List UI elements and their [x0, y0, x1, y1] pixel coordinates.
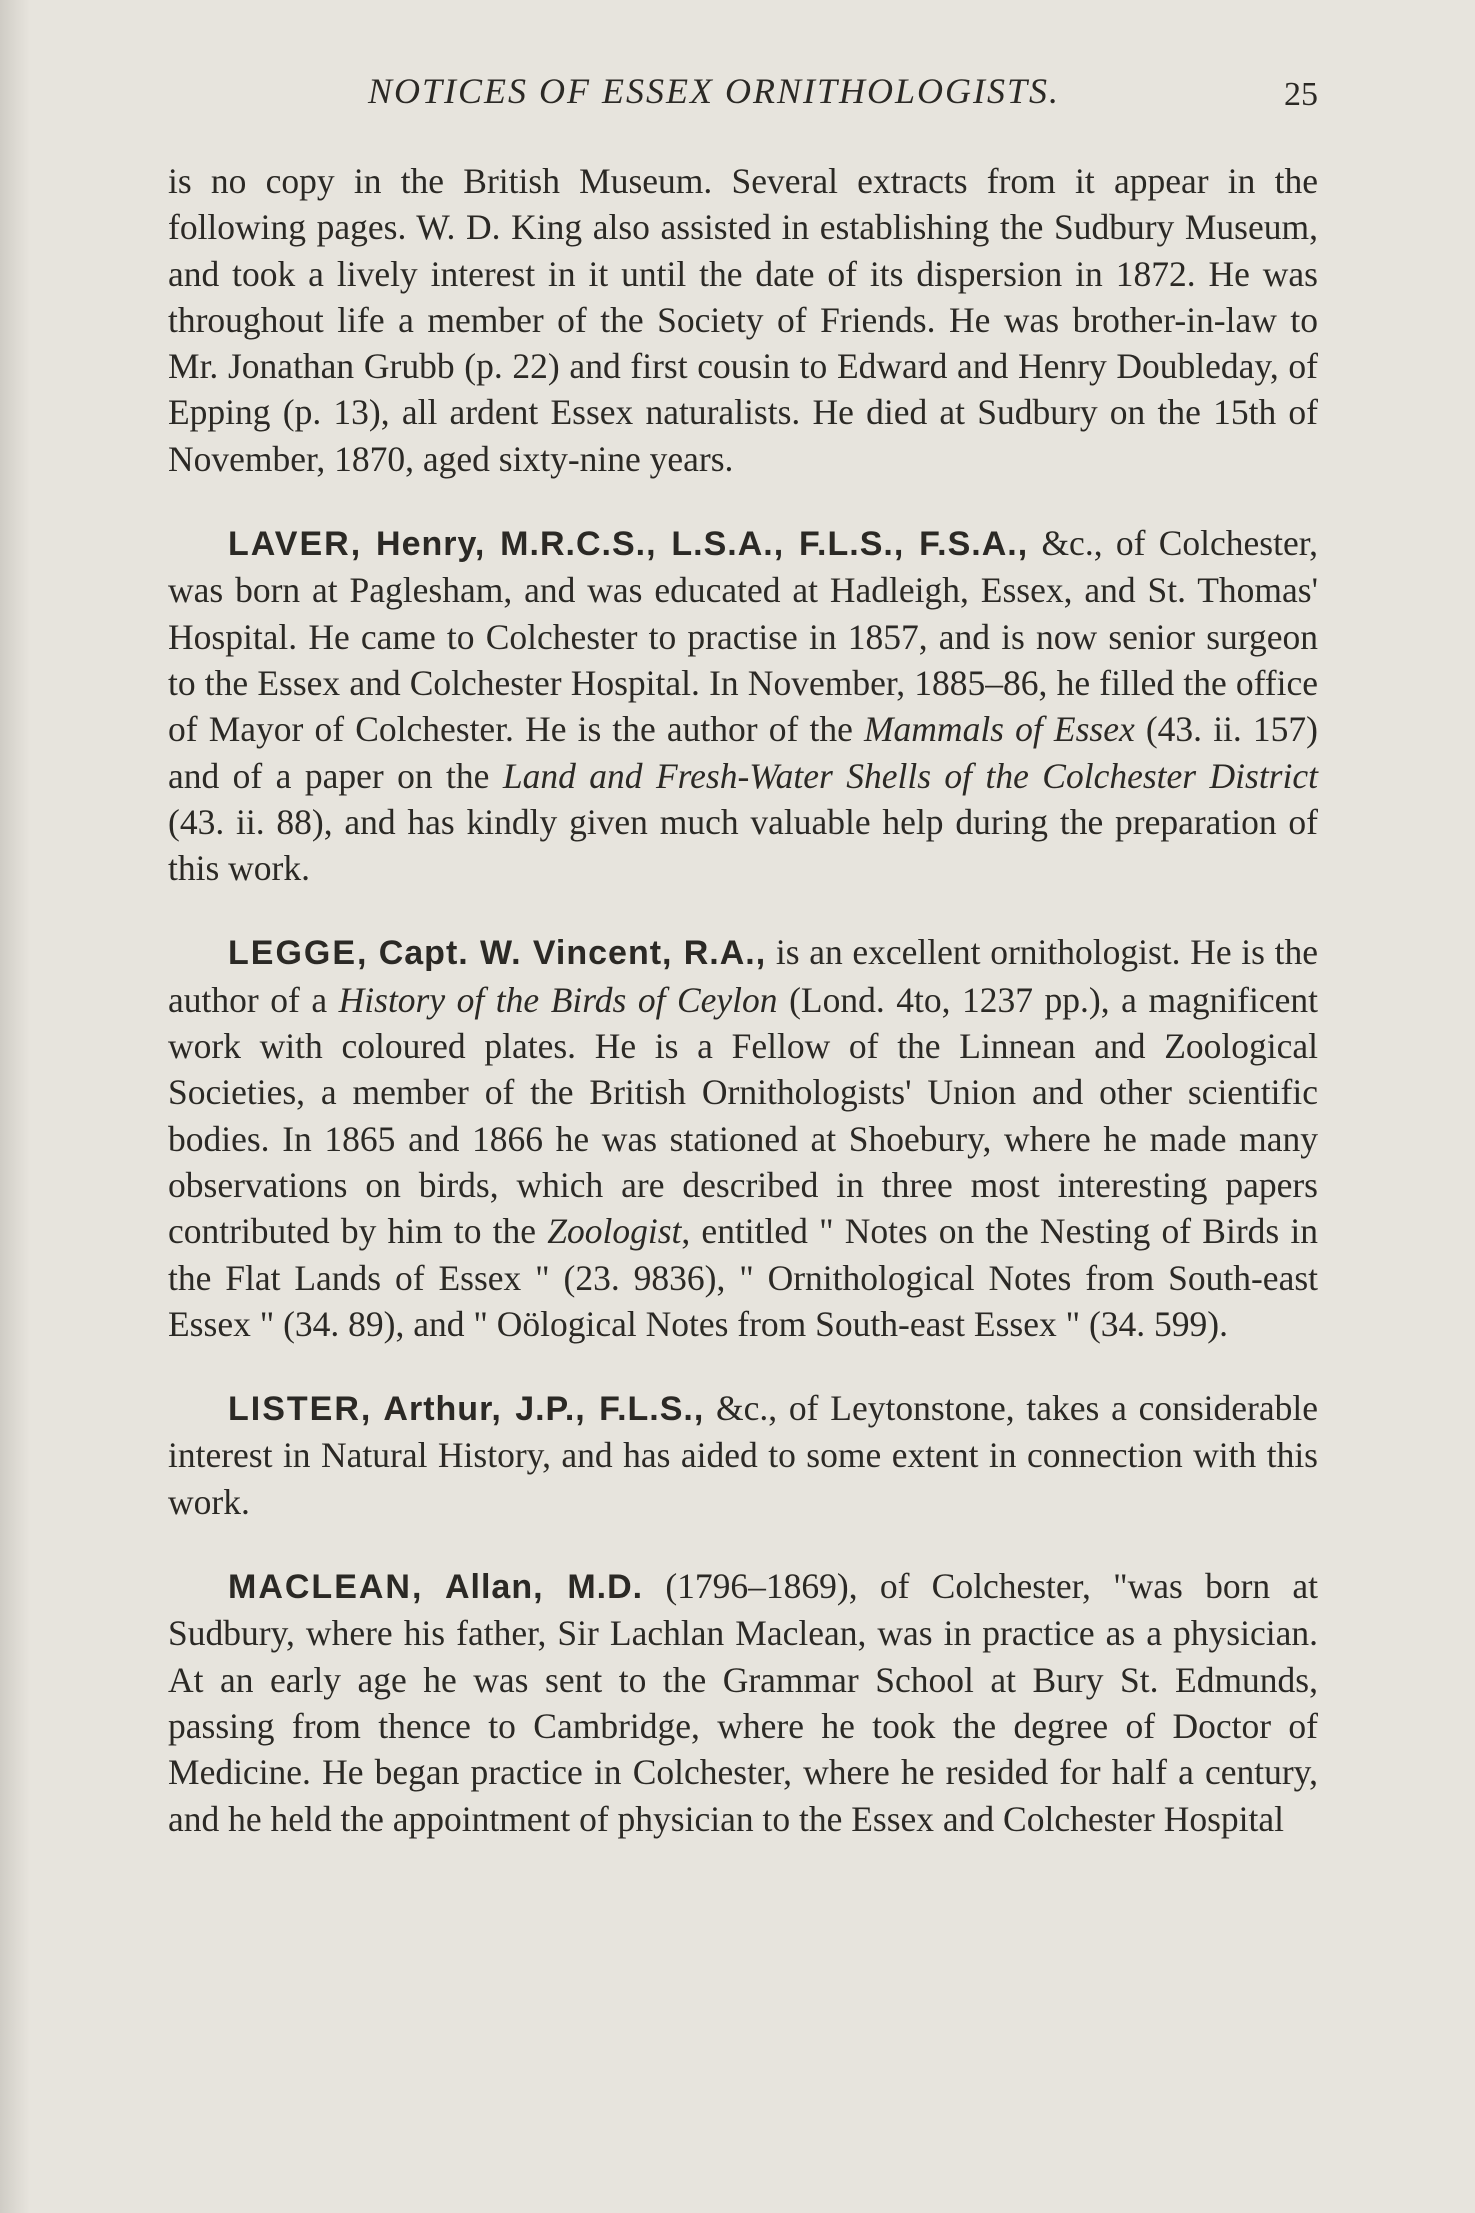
work-title: Land and Fresh-Water Shells of the Colchester District — [502, 755, 1318, 796]
entry-text: , entitled " Notes on the Nesting of Birds in the Flat Lands of Essex " (23. 9836), " Ornithological Notes from South-east Essex " (34. 89), and " Oölogical Notes from South-east Essex " (34. 599). — [168, 1211, 1318, 1344]
work-title: Zoologist — [547, 1211, 682, 1252]
work-title: History of the Birds of Ceylon — [338, 979, 778, 1020]
entry-name-rest: , Allan, M.D. — [411, 1568, 644, 1607]
entry-text: &c., of Leytonstone, takes a considerable interest in Natural History, and has aided to some extent in connection with this work. — [168, 1388, 1318, 1522]
entry-surname: LAVER — [228, 525, 351, 564]
entry-text: (43. ii. 88), and has kindly given much valuable help during the preparation of this work. — [168, 801, 1318, 889]
entry-laver — [168, 520, 1318, 891]
work-title: Mammals of Essex — [863, 709, 1135, 750]
entry-name-rest: , Arthur, J.P., F.L.S., — [360, 1390, 705, 1429]
entry-surname: MACLEAN — [228, 1568, 412, 1607]
entry-maclean — [168, 1563, 1318, 1842]
body-text — [168, 158, 1318, 1842]
running-title: NOTICES OF ESSEX ORNITHOLOGISTS. — [368, 71, 1061, 111]
binding-shadow — [0, 0, 30, 2213]
entry-text: (Lond. 4to, 1237 pp.), a magnificent work with coloured plates. He is a Fellow of the Linnean and Zoological Societies, a member of the British Ornithologists' Union and other scientific bodies. In 1865 and 1866 he was stationed at Shoebury, where he made many observations on birds, which are described in three most interesting papers contributed by him to the — [168, 979, 1318, 1252]
entry-text: is an excellent ornithologist. He is the author of a — [168, 932, 1318, 1020]
entry-text: (43. ii. 157) and of a paper on the — [168, 709, 1319, 796]
page-number: 25 — [1284, 76, 1318, 113]
paragraph-text: is no copy in the British Museum. Several extracts from it appear in the following pages. W. D. King also assisted in establishing the Sudbury Museum, and took a lively interest in it until the date of its dispersion in 1872. He was throughout life a member of the Society of Friends. He was brother-in-law to Mr. Jonathan Grubb (p. 22) and first cousin to Edward and Henry Doubleday, of Epping (p. 13), all ardent Essex naturalists. He died at Sudbury on the 15th of November, 1870, aged sixty-nine years. — [168, 161, 1318, 479]
entry-text: (1796–1869), of Colchester, "was born at Sudbury, where his father, Sir Lachlan Maclean, was in practice as a physician. At an early age he was sent to the Grammar School at Bury St. Edmunds, passing from thence to Cambridge, where he took the degree of Doctor of Medicine. He began practice in Colchester, where he resided for half a century, and he held the appointment of physician to the Essex and Colchester Hospital — [168, 1566, 1319, 1839]
entry-name-rest: , Capt. W. Vincent, R.A., — [357, 934, 767, 973]
entry-legge — [168, 929, 1318, 1347]
continued-paragraph — [168, 158, 1318, 482]
entry-text: &c., of Colchester, was born at Paglesham, and was educated at Hadleigh, Essex, and St. Thomas' Hospital. He came to Colchester to practise in 1857, and is now senior surgeon to the Essex and Colchester Hospital. In November, 1885–86, he filled the office of Mayor of Colchester. He is the author of the — [168, 523, 1318, 750]
book-page — [168, 60, 1318, 1842]
entry-surname: LISTER — [228, 1390, 361, 1429]
entry-lister — [168, 1385, 1318, 1525]
entry-name-rest: , Henry, M.R.C.S., L.S.A., F.L.S., F.S.A., — [350, 525, 1029, 564]
running-head — [168, 60, 1318, 130]
entry-surname: LEGGE — [228, 934, 358, 973]
